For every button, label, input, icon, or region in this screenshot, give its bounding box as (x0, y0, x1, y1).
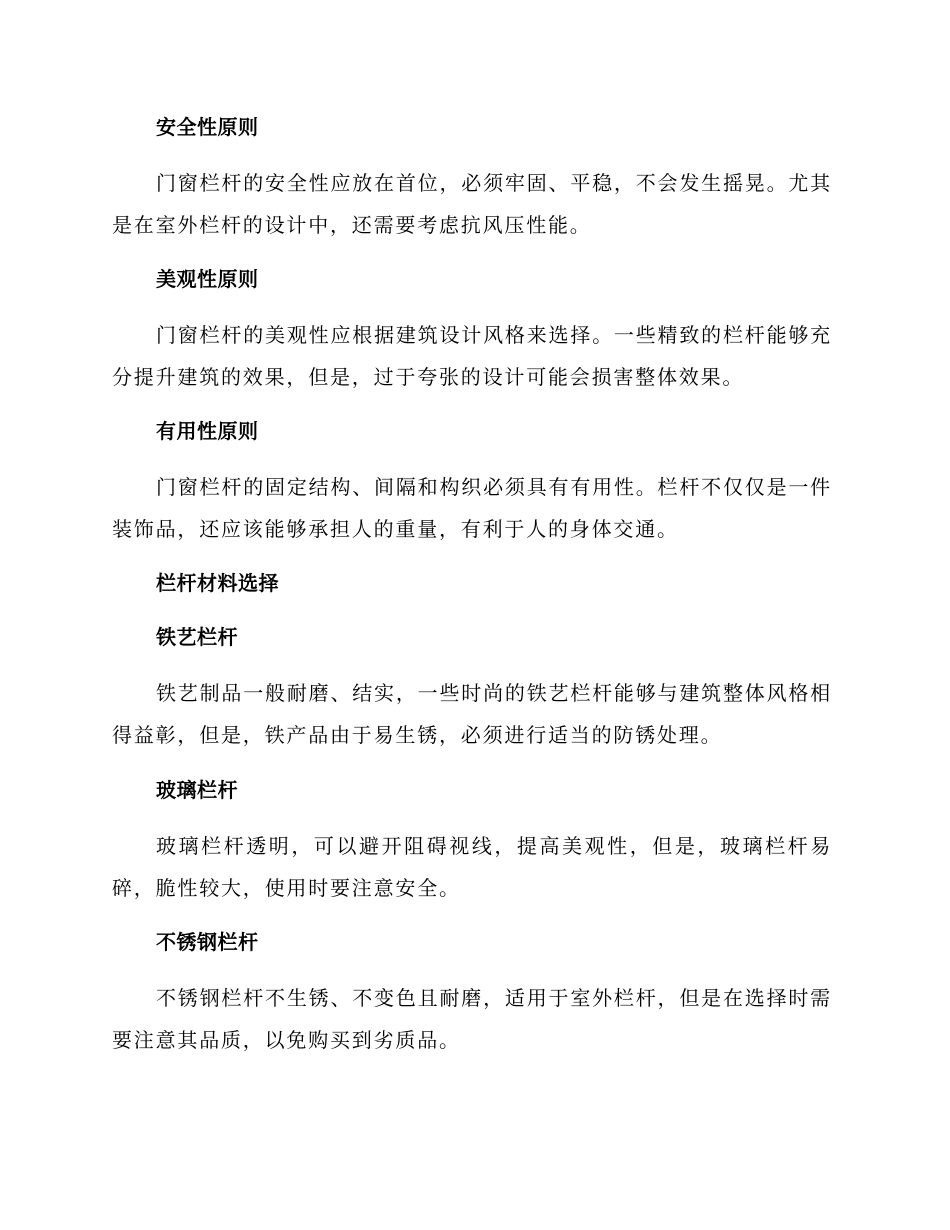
paragraph-aesthetic-principle: 门窗栏杆的美观性应根据建筑设计风格来选择。一些精致的栏杆能够充分提升建筑的效果，但是，过于夸张的设计可能会损害整体效果。 (112, 323, 832, 389)
heading-wrought-iron-railing: 铁艺栏杆 (156, 625, 238, 649)
heading-material-selection: 栏杆材料选择 (156, 571, 279, 595)
heading-usefulness-principle: 有用性原则 (156, 419, 259, 443)
heading-glass-railing: 玻璃栏杆 (156, 778, 238, 802)
paragraph-stainless-steel-railing: 不锈钢栏杆不生锈、不变色且耐磨，适用于室外栏杆，但是在选择时需要注意其品质，以免购买到劣质品。 (112, 986, 832, 1052)
paragraph-usefulness-principle: 门窗栏杆的固定结构、间隔和构织必须具有有用性。栏杆不仅仅是一件装饰品，还应该能够承担人的重量，有利于人的身体交通。 (112, 475, 832, 541)
paragraph-wrought-iron-railing: 铁艺制品一般耐磨、结实，一些时尚的铁艺栏杆能够与建筑整体风格相得益彰，但是，铁产品由于易生锈，必须进行适当的防锈处理。 (112, 681, 832, 747)
heading-stainless-steel-railing: 不锈钢栏杆 (156, 930, 259, 954)
paragraph-glass-railing: 玻璃栏杆透明，可以避开阻碍视线，提高美观性，但是，玻璃栏杆易碎，脆性较大，使用时要注意安全。 (112, 834, 832, 900)
heading-safety-principle: 安全性原则 (156, 115, 259, 139)
heading-aesthetic-principle: 美观性原则 (156, 267, 259, 291)
paragraph-safety-principle: 门窗栏杆的安全性应放在首位，必须牢固、平稳，不会发生摇晃。尤其是在室外栏杆的设计中，还需要考虑抗风压性能。 (112, 171, 832, 237)
